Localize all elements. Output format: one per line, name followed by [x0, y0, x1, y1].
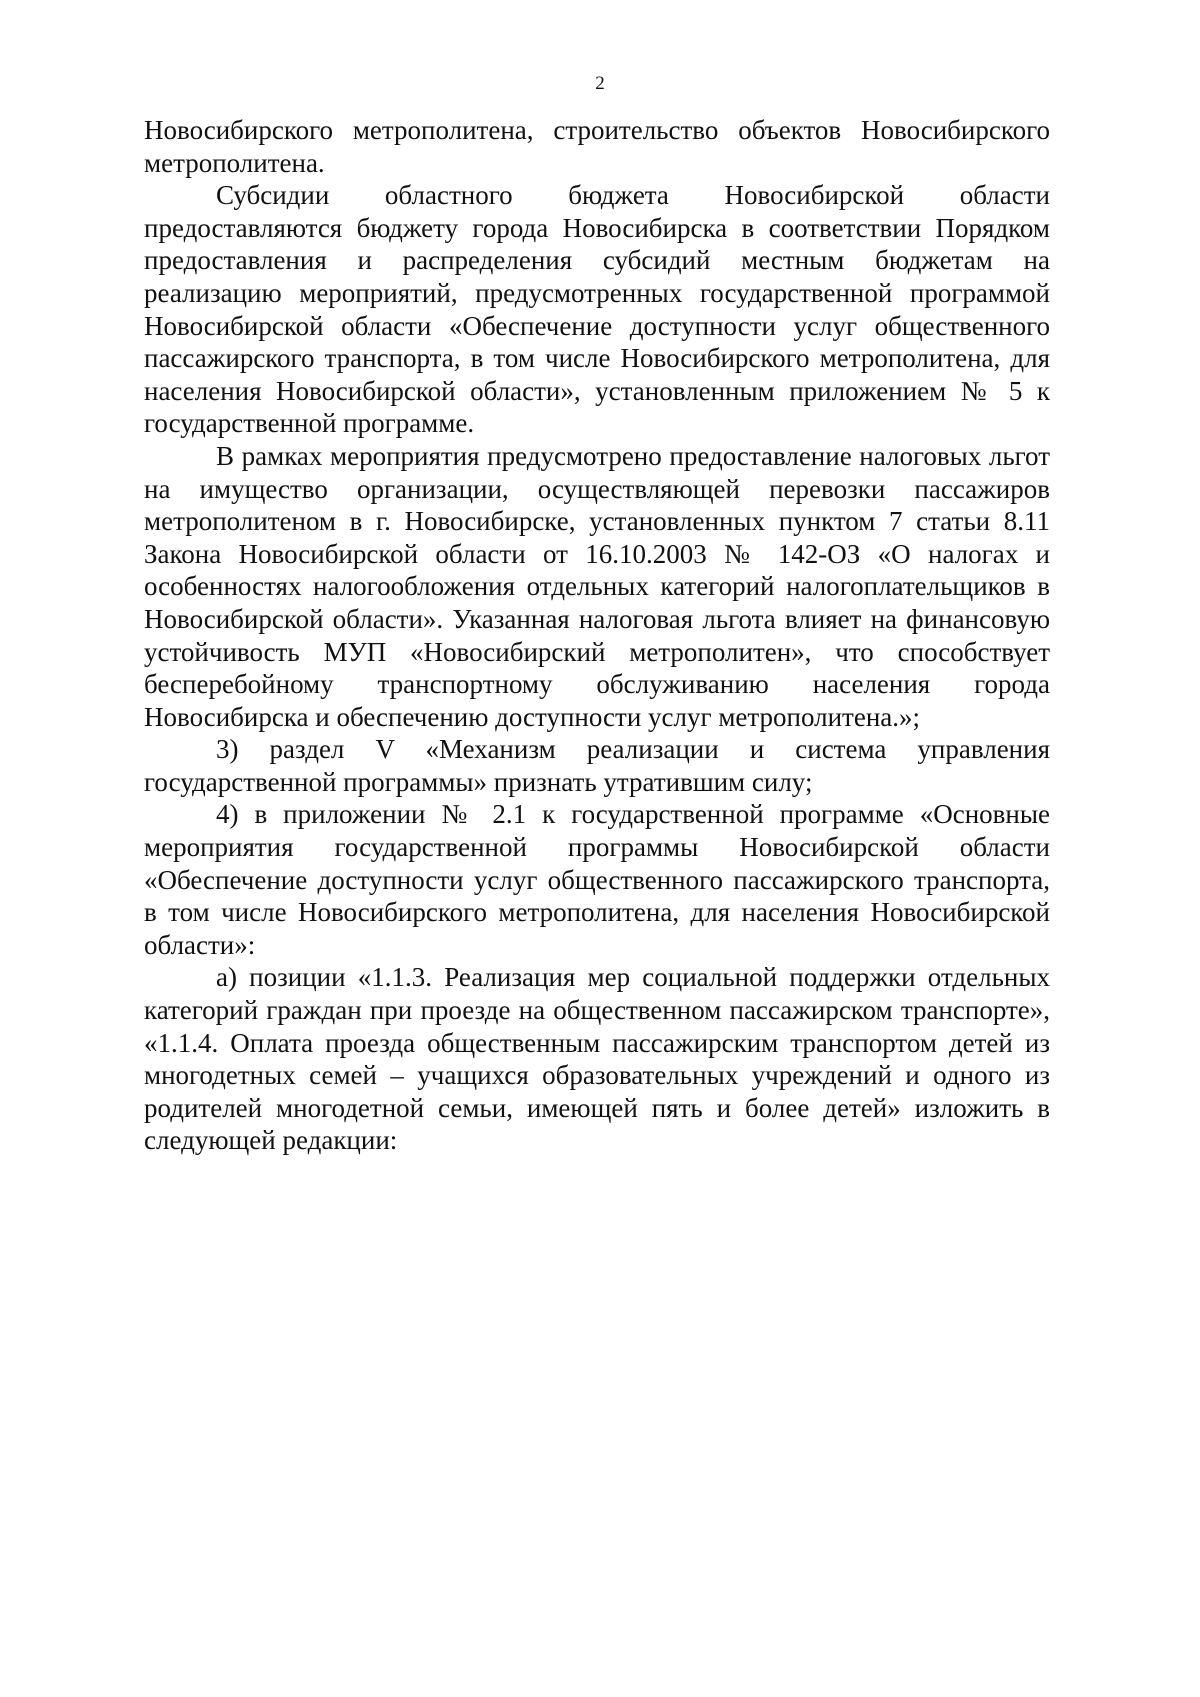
- paragraph-continuation: Новосибирского метрополитена, строительство объектов Новосибирского метрополитена.: [144, 115, 1050, 178]
- paragraph-item-a: а) позиции «1.1.3. Реализация мер социальной поддержки отдельных категорий граждан при проезде на общественном пассажирском транспорте», «1.1.4. Оплата проезда общественным пассажирским транспортом детей из многодетных семей – учащихся образовательных учреждений и одного из родителей многодетной семьи, имеющей пять и более детей» изложить в следующей редакции:: [144, 962, 1050, 1156]
- page-number: 2: [595, 73, 605, 94]
- document-body: [144, 114, 1050, 1157]
- paragraph-item-3: 3) раздел V «Механизм реализации и система управления государственной программы» признать утратившим силу;: [144, 734, 1050, 797]
- paragraph-subsidies: Субсидии областного бюджета Новосибирской области предоставляются бюджету города Новосибирска в соответствии Порядком предоставления и распределения субсидий местным бюджетам на реализацию мероприятий, предусмотренных государственной программой Новосибирской области «Обеспечение доступности услуг общественного пассажирского транспорта, в том числе Новосибирского метрополитена, для населения Новосибирской области», установленным приложением № 5 к государственной программе.: [144, 180, 1050, 439]
- paragraph-item-4: 4) в приложении № 2.1 к государственной программе «Основные мероприятия государственной программы Новосибирской области «Обеспечение доступности услуг общественного пассажирского транспорта, в том числе Новосибирского метрополитена, для населения Новосибирской области»:: [144, 799, 1050, 960]
- paragraph-tax-benefits: В рамках мероприятия предусмотрено предоставление налоговых льгот на имущество организации, осуществляющей перевозки пассажиров метрополитеном в г. Новосибирске, установленных пунктом 7 статьи 8.11 Закона Новосибирской области от 16.10.2003 № 142-ОЗ «О налогах и особенностях налогообложения отдельных категорий налогоплательщиков в Новосибирской области». Указанная налоговая льгота влияет на финансовую устойчивость МУП «Новосибирский метрополитен», что способствует бесперебойному транспортному обслуживанию населения города Новосибирска и обеспечению доступности услуг метрополитена.»;: [144, 440, 1050, 732]
